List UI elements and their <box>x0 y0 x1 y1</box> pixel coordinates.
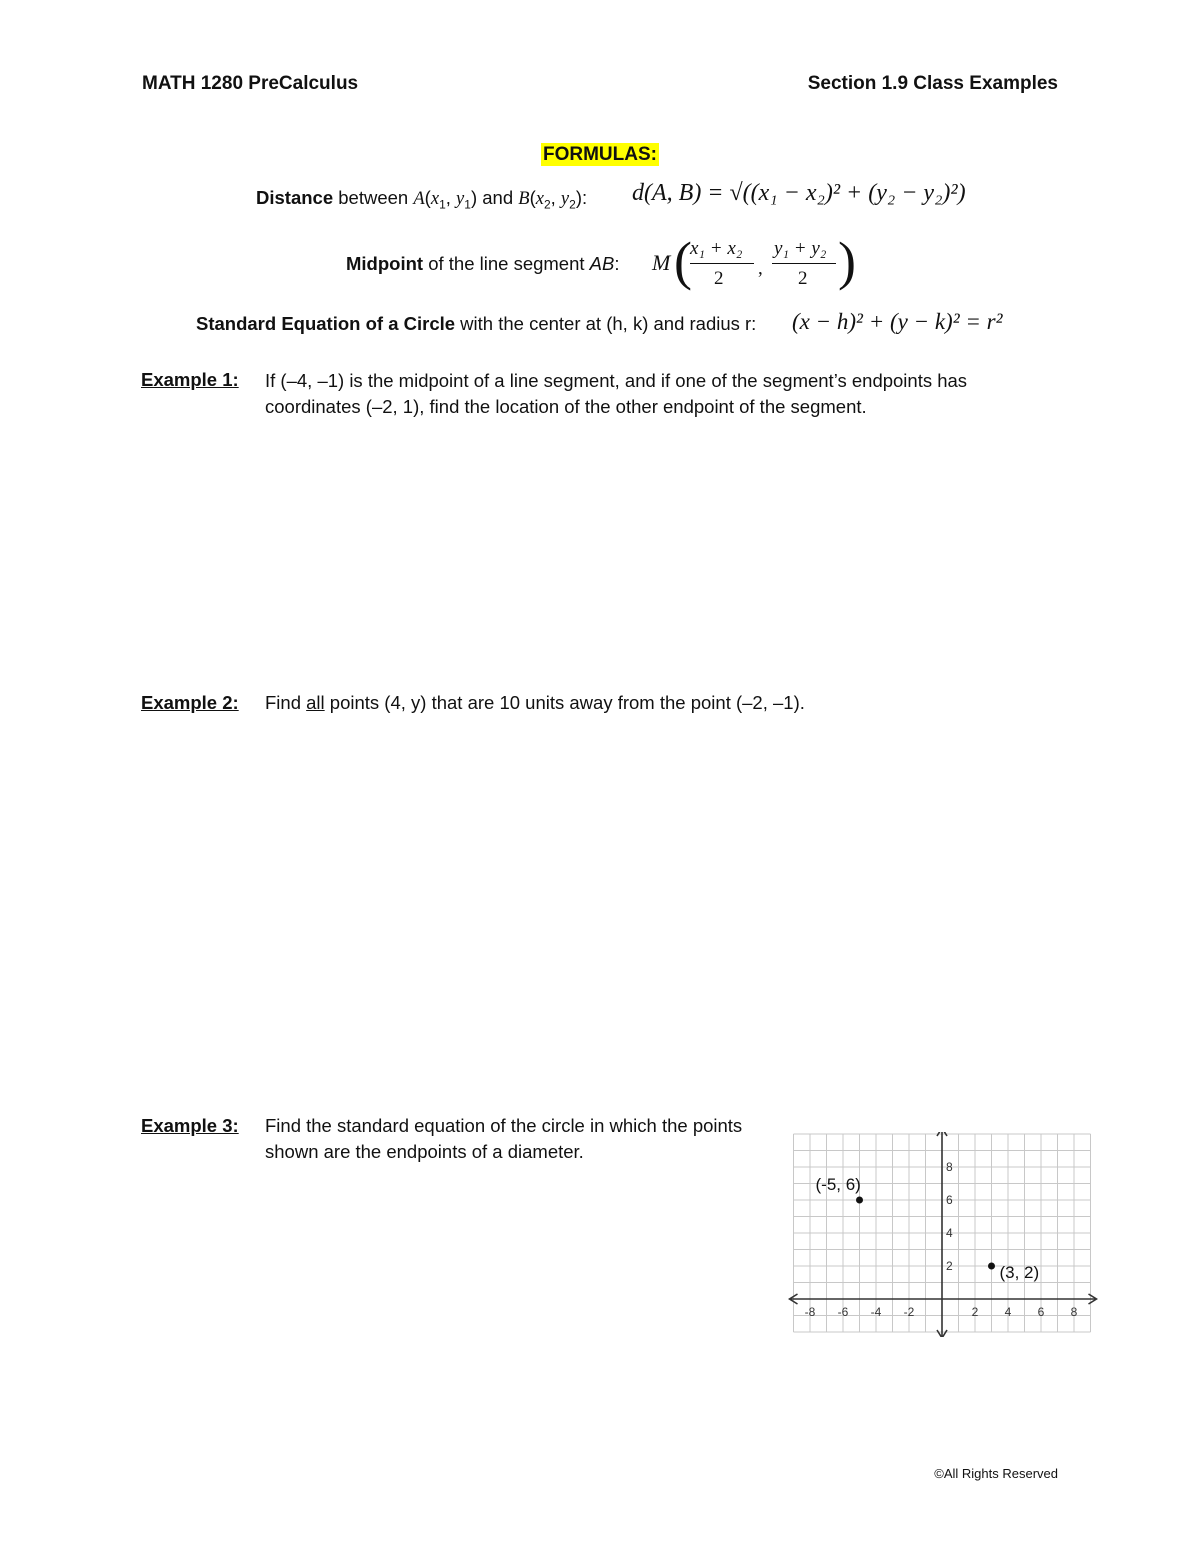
point-marker <box>988 1263 995 1270</box>
data-point <box>988 1263 1039 1283</box>
x-tick-label: -6 <box>837 1305 849 1319</box>
circle-formula-line: Standard Equation of a Circle with the center at (h, k) and radius r: <box>196 313 757 334</box>
y-tick-label: 2 <box>946 1259 953 1273</box>
section-title: Section 1.9 Class Examples <box>807 73 1058 94</box>
distance-formula-line: Distance between $A(x_1$, $y_1$) and $B(x_2$, $y_2$): <box>256 187 588 212</box>
coordinate-grid-chart <box>780 1132 1110 1337</box>
example-3-text: Find the standard equation of the circle in which the points shown are the endpoints of a diameter. <box>265 1115 743 1162</box>
example-2-label: Example 2: <box>141 692 239 713</box>
formulas-title: FORMULAS: <box>543 144 657 165</box>
distance-label: Distance <box>256 187 334 208</box>
example-2-text: Find all points (4, y) that are 10 units away from the point (–2, –1). <box>265 692 805 713</box>
course-title: MATH 1280 PreCalculus <box>142 73 359 94</box>
distance-formula: d(A, B) = √((x₁ − x₂)² + (y₂ − y₂)²) <box>632 180 966 206</box>
x-tick-label: 8 <box>1070 1305 1078 1319</box>
y-tick-label: 4 <box>946 1226 953 1240</box>
y-tick-label: 6 <box>946 1193 953 1207</box>
x-tick-label: 6 <box>1037 1305 1045 1319</box>
x-tick-label: -4 <box>870 1305 882 1319</box>
point-label: (-5, 6) <box>815 1175 861 1194</box>
copyright-footer: ©All Rights Reserved <box>934 1466 1058 1481</box>
x-tick-label: -8 <box>804 1305 816 1319</box>
x-tick-label: 2 <box>971 1305 979 1319</box>
circle-formula: (x − h)² + (y − k)² = r² <box>792 309 1003 334</box>
x-tick-label: -2 <box>903 1305 915 1319</box>
example-3-label: Example 3: <box>141 1115 239 1136</box>
x-tick-label: 4 <box>1004 1305 1012 1319</box>
example-1-label: Example 1: <box>141 369 239 390</box>
data-point <box>816 1175 864 1204</box>
point-marker <box>856 1197 863 1204</box>
axes <box>790 1132 1097 1337</box>
midpoint-formula: M ( x₁ + x₂ 2 , y₁ + y₂ 2 ) <box>652 231 856 291</box>
y-tick-label: 8 <box>946 1160 953 1174</box>
midpoint-formula-line: Midpoint of the line segment AB: <box>346 253 620 274</box>
example-1-text: If (–4, –1) is the midpoint of a line segment, and if one of the segment’s endpoints has coordinates (–2, 1), find the location of the other endpoint of the segment. <box>265 370 968 417</box>
point-label: (3, 2) <box>999 1263 1040 1282</box>
